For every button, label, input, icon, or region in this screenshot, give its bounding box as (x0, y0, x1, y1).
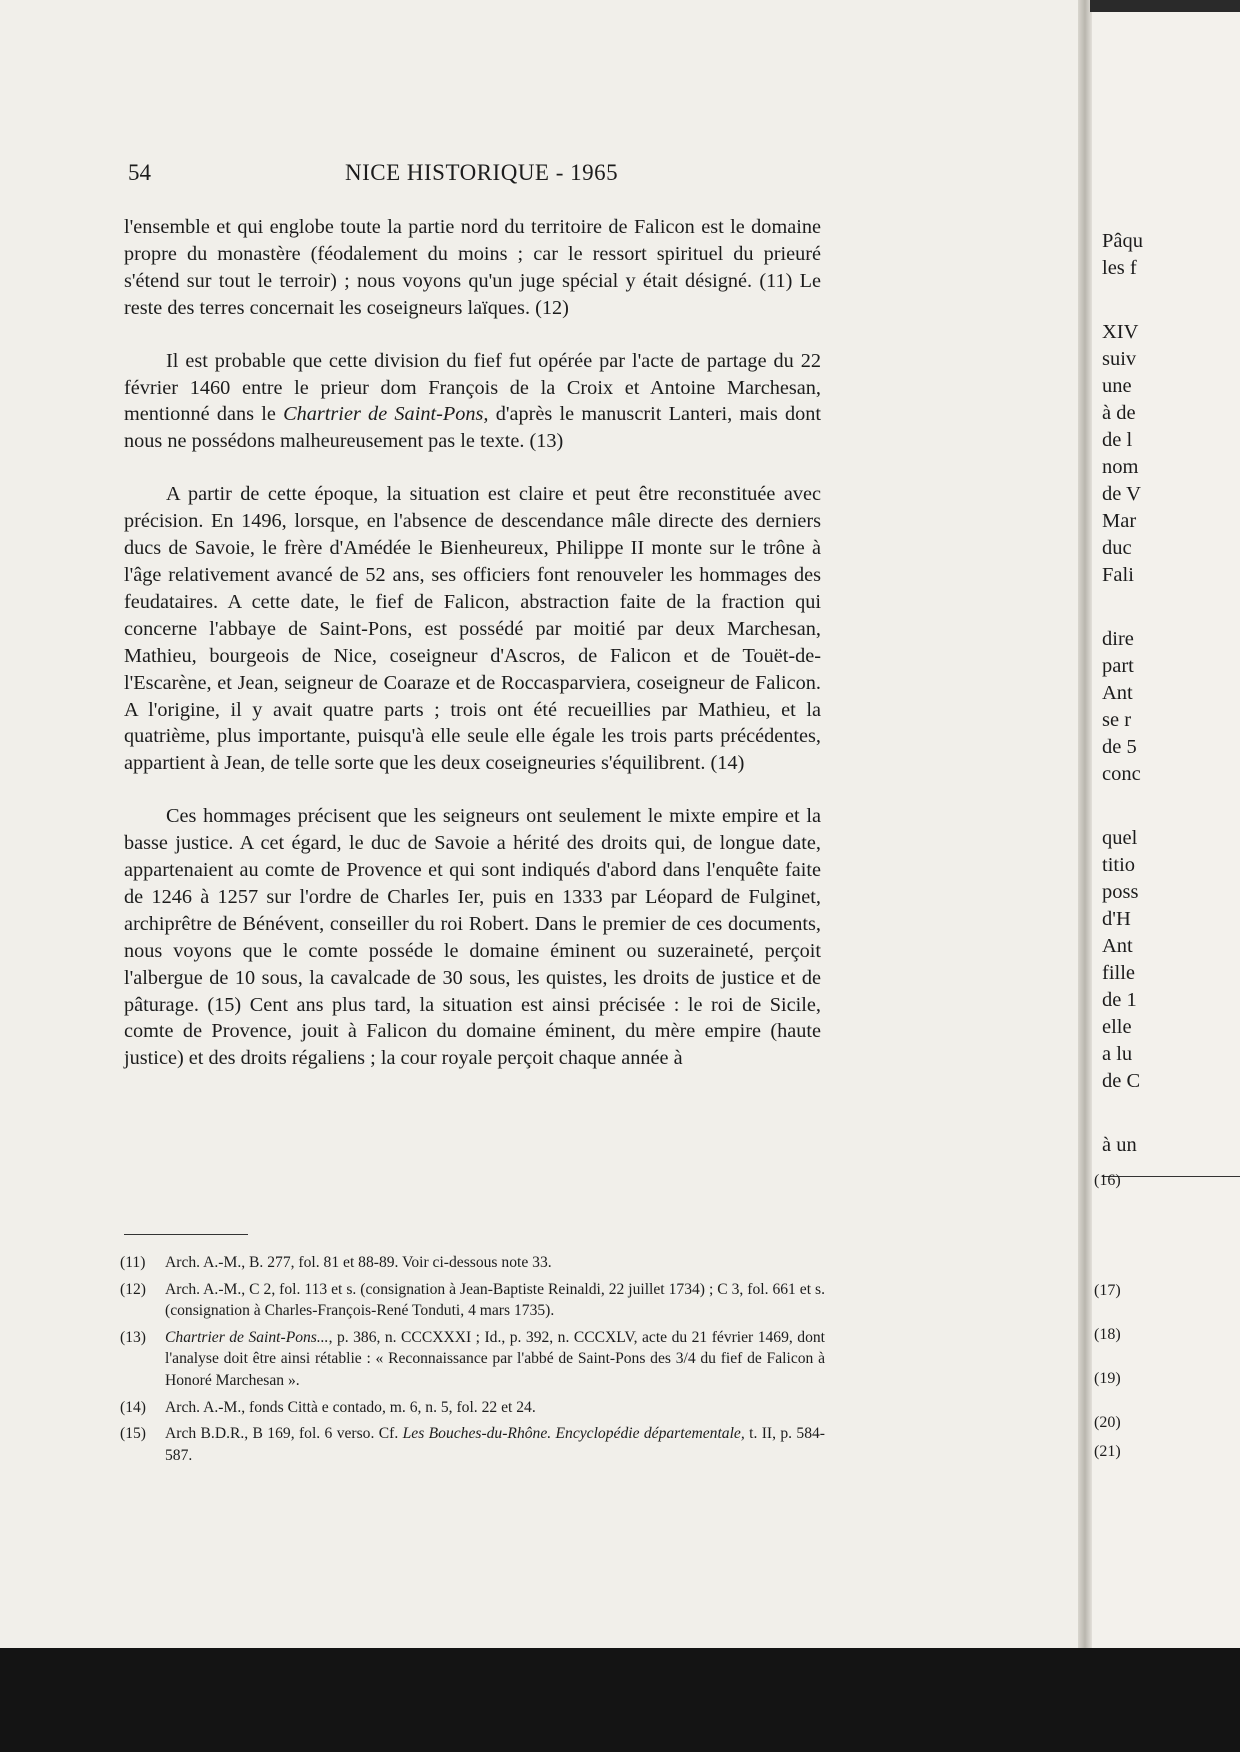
body-text (124, 214, 821, 1072)
right-page-line: fille (1102, 962, 1136, 984)
right-page-line: XIV (1102, 321, 1139, 343)
scan-top-edge (1090, 0, 1240, 12)
right-page-line: de C (1102, 1070, 1141, 1092)
right-page-line: duc (1102, 537, 1132, 559)
footnote (120, 1252, 825, 1274)
footnote-text: Arch. A.-M., C 2, fol. 113 et s. (consignation à Jean-Baptiste Reinaldi, 22 juillet 1734) ; C 3, fol. 661 et s. (consignation à Charles-François-René Tonduti, 4 mars 1735). (165, 1280, 825, 1320)
right-page-line: de 5 (1102, 736, 1137, 758)
right-page-line: nom (1102, 456, 1139, 478)
right-page-line: Ant (1102, 935, 1133, 957)
paragraph: Il est probable que cette division du fief fut opérée par l'acte de partage du 22 février 1460 entre le prieur dom François de la Croix et Antoine Marchesan, mentionné dans le Chartrier de Saint-Pons, d'après le manuscrit Lanteri, mais dont nous ne possédons malheureusement pas le texte. (13) (124, 349, 821, 453)
page-number: 54 (128, 160, 151, 185)
paragraph: l'ensemble et qui englobe toute la partie nord du territoire de Falicon est le domaine propre du monastère (féodalement du moins ; car le ressort spirituel du prieuré s'étend sur tout le terroir) ; nous voyons qu'un juge spécial y était désigné. (11) Le reste des terres concernait les coseigneurs laïques. (12) (124, 216, 821, 319)
right-page-line: une (1102, 375, 1132, 397)
scan-bottom-band (0, 1648, 1240, 1752)
footnote-number: (14) (120, 1398, 146, 1416)
paragraph: Ces hommages précisent que les seigneurs ont seulement le mixte empire et la basse justice. A cet égard, le duc de Savoie a hérité des droits qui, de longue date, appartenaient au comte de Provence et qui sont indiqués d'abord dans l'enquête faite de 1246 à 1257 sur l'ordre de Charles Ier, puis en 1333 par Léopard de Fulginet, archiprêtre de Bénévent, conseiller du roi Robert. Dans le premier de ces documents, nous voyons que le comte posséde le domaine éminent ou suzeraineté, perçoit l'albergue de 10 sous, la cavalcade de 30 sous, les quistes, les droits de justice et de pâturage. (15) Cent ans plus tard, la situation est ainsi précisée : le roi de Sicile, comte de Provence, jouit à Falicon du domaine éminent, du mère empire (haute justice) et des droits régaliens ; la cour royale perçoit chaque année à (124, 805, 821, 1070)
book-gutter (1078, 0, 1092, 1648)
right-page-line: a lu (1102, 1043, 1133, 1065)
footnote-text: Arch. A.-M., B. 277, fol. 81 et 88-89. Voir ci-dessous note 33. (165, 1254, 552, 1271)
running-title: NICE HISTORIQUE - 1965 (345, 160, 619, 185)
right-page-footnote-number: (20) (1094, 1414, 1121, 1431)
right-page-line: conc (1102, 763, 1141, 785)
right-page-footnote-number: (21) (1094, 1443, 1121, 1460)
right-page-line: poss (1102, 881, 1139, 903)
right-page-line: Pâqu (1102, 230, 1143, 252)
right-footnote-rule (1102, 1176, 1240, 1177)
right-page-line: de V (1102, 483, 1141, 505)
right-page-footnote-number: (17) (1094, 1282, 1121, 1299)
right-page-footnote-number: (16) (1094, 1172, 1121, 1189)
footnote-number: (11) (120, 1254, 146, 1271)
right-page-line: les f (1102, 257, 1137, 279)
right-page-line: à de (1102, 402, 1136, 424)
right-page-line: dire (1102, 628, 1134, 650)
paragraph: A partir de cette époque, la situation est claire et peut être reconstituée avec précision. En 1496, lorsque, en l'absence de descendance mâle directe des derniers ducs de Savoie, le frère d'Amédée le Bienheureux, Philippe II monte sur le trône à l'âge relativement avancé de 52 ans, ses officiers font renouveler les hommages des feudataires. A cette date, le fief de Falicon, abstraction faite de la fraction qui concerne l'abbaye de Saint-Pons, est possédé par moitié par deux Marchesan, Mathieu, bourgeois de Nice, coseigneur d'Ascros, de Falicon et de Touët-de-l'Escarène, et Jean, seigneur de Coaraze et de Roccasparviera, coseigneur de Falicon. A l'origine, il y avait quatre parts ; trois ont été recueillies par Mathieu, et la quatrième, plus importante, puisqu'à elle seule elle égale les trois parts précédentes, appartient à Jean, de telle sorte que les deux coseigneuries s'équilibrent. (14) (124, 483, 821, 775)
footnote (120, 1327, 825, 1392)
footnote-rule (124, 1234, 248, 1235)
right-page-line: à un (1102, 1134, 1137, 1156)
right-page-line: Mar (1102, 510, 1137, 532)
right-page-line: part (1102, 655, 1134, 677)
right-page-line: de 1 (1102, 989, 1137, 1011)
right-page-line: titio (1102, 854, 1136, 876)
footnote-text: Arch. A.-M., fonds Città e contado, m. 6, n. 5, fol. 22 et 24. (165, 1398, 536, 1416)
right-page-line: suiv (1102, 348, 1137, 370)
footnote-number: (13) (120, 1328, 146, 1346)
footnote-number: (15) (120, 1425, 146, 1443)
footnote (120, 1279, 825, 1322)
page-header (128, 160, 823, 190)
right-page-line: de l (1102, 429, 1133, 451)
right-page-line: quel (1102, 827, 1138, 849)
footnote-text: Arch B.D.R., B 169, fol. 6 verso. Cf. Les Bouches-du-Rhône. Encyclopédie départementale, t. II, p. 584-587. (165, 1425, 825, 1464)
right-page-line: Fali (1102, 564, 1134, 586)
right-page-line: elle (1102, 1016, 1132, 1038)
right-page-footnote-number: (18) (1094, 1326, 1121, 1343)
footnote-number: (12) (120, 1280, 146, 1298)
footnote (120, 1423, 825, 1466)
right-page-line: se r (1102, 709, 1132, 731)
right-page-line: d'H (1102, 908, 1131, 930)
footnote (120, 1397, 825, 1419)
footnotes (120, 1252, 825, 1471)
right-page-line: Ant (1102, 682, 1133, 704)
footnote-text: Chartrier de Saint-Pons..., p. 386, n. CCCXXXI ; Id., p. 392, n. CCCXLV, acte du 21 février 1469, dont l'analyse doit être ainsi rétablie : « Reconnaissance par l'abbé de Saint-Pons des 3/4 du fief de Falicon à Honoré Marchesan ». (165, 1328, 825, 1389)
right-page-footnote-number: (19) (1094, 1370, 1121, 1387)
